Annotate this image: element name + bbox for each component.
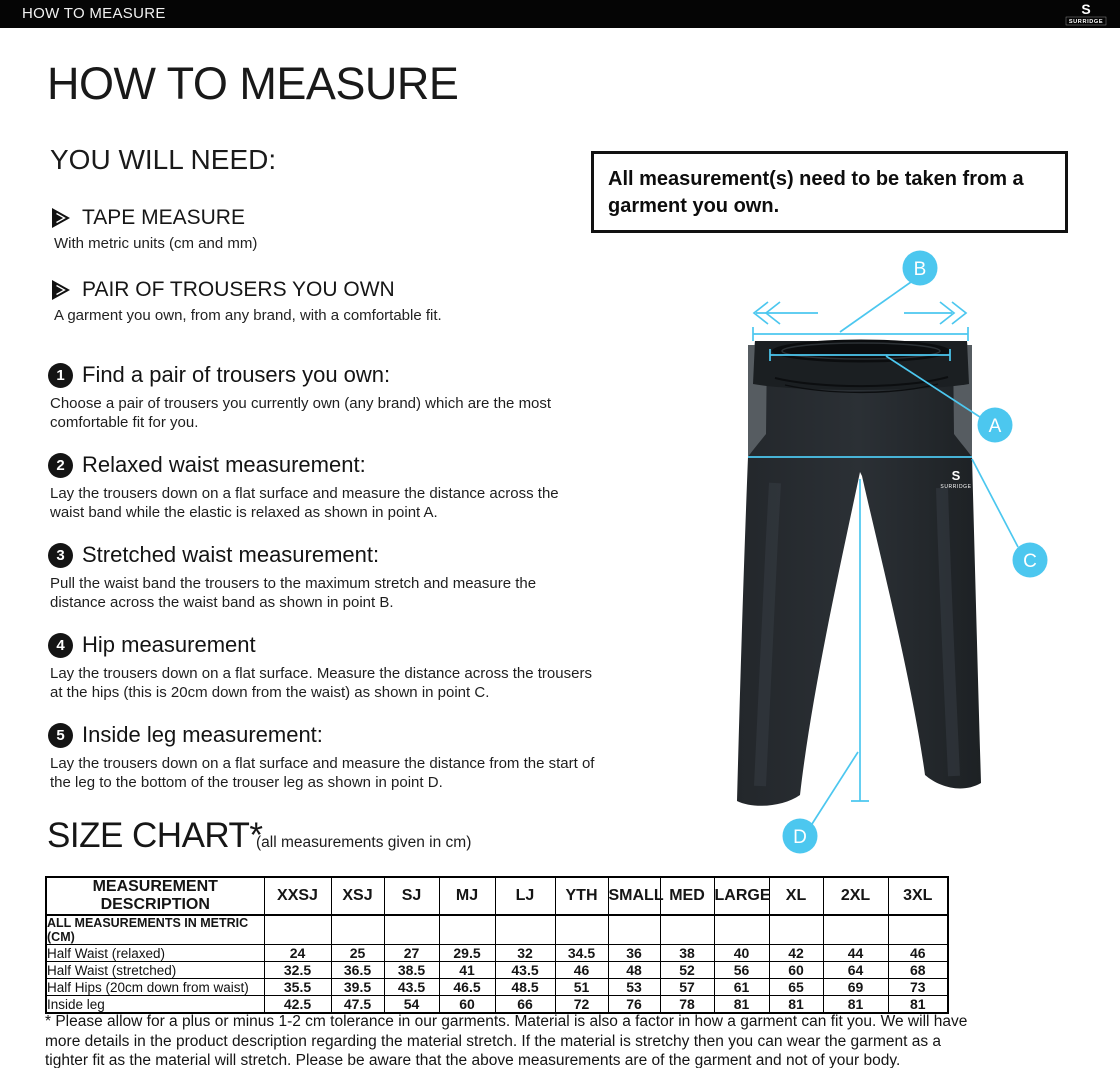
size-value: 42.5 xyxy=(264,996,331,1014)
surridge-logo-text: SURRIDGE xyxy=(1068,19,1104,25)
svg-text:D: D xyxy=(793,827,807,848)
size-value: 52 xyxy=(660,962,714,979)
size-value: 81 xyxy=(769,996,823,1014)
step-number-badge: 2 xyxy=(48,453,73,478)
size-value: 60 xyxy=(769,962,823,979)
size-value: 46 xyxy=(555,962,608,979)
measure-point-b xyxy=(903,251,938,286)
size-value: 61 xyxy=(714,979,769,996)
empty-cell xyxy=(608,915,660,945)
size-value: 42 xyxy=(769,945,823,962)
size-value: 46.5 xyxy=(439,979,495,996)
step-number-badge: 1 xyxy=(48,363,73,388)
footnote-line: tighter fit as the material will stretch. Please be aware that the above measurements are of the garment and not of your body. xyxy=(45,1052,901,1068)
measure-point-d xyxy=(783,819,818,854)
size-value: 60 xyxy=(439,996,495,1014)
size-value: 66 xyxy=(495,996,555,1014)
need-item-title: TAPE MEASURE xyxy=(82,206,245,229)
size-col-header: XL xyxy=(769,877,823,915)
size-value: 39.5 xyxy=(331,979,384,996)
size-value: 72 xyxy=(555,996,608,1014)
table-row xyxy=(46,945,948,962)
size-value: 36 xyxy=(608,945,660,962)
size-col-header: XSJ xyxy=(331,877,384,915)
size-value: 38 xyxy=(660,945,714,962)
size-value: 73 xyxy=(888,979,948,996)
size-col-header: XXSJ xyxy=(264,877,331,915)
size-col-header: 3XL xyxy=(888,877,948,915)
table-row xyxy=(46,962,948,979)
step-number-badge: 3 xyxy=(48,543,73,568)
step-3 xyxy=(48,542,608,612)
step-1 xyxy=(48,362,608,432)
table-row xyxy=(46,979,948,996)
size-value: 76 xyxy=(608,996,660,1014)
svg-text:C: C xyxy=(1023,551,1037,572)
measure-point-a xyxy=(978,408,1013,443)
step-5 xyxy=(48,722,608,792)
empty-cell xyxy=(495,915,555,945)
size-value: 51 xyxy=(555,979,608,996)
metric-note-row xyxy=(46,915,948,945)
size-value: 78 xyxy=(660,996,714,1014)
need-item-trousers xyxy=(50,278,590,324)
size-value: 43.5 xyxy=(384,979,439,996)
footnote-line: more details in the product description regarding the material stretch. If the material is stretchy then you can wear the garment as a xyxy=(45,1032,942,1050)
measurement-description-header: MEASUREMENT DESCRIPTION xyxy=(46,877,264,915)
measurement-label: Inside leg xyxy=(46,996,264,1014)
size-value: 36.5 xyxy=(331,962,384,979)
svg-text:S: S xyxy=(951,468,961,483)
size-value: 81 xyxy=(714,996,769,1014)
measure-line-d xyxy=(851,479,869,801)
empty-cell xyxy=(769,915,823,945)
size-value: 46 xyxy=(888,945,948,962)
size-col-header: MJ xyxy=(439,877,495,915)
size-value: 48.5 xyxy=(495,979,555,996)
size-value: 54 xyxy=(384,996,439,1014)
empty-cell xyxy=(714,915,769,945)
size-value: 41 xyxy=(439,962,495,979)
step-title: Find a pair of trousers you own: xyxy=(82,362,391,387)
need-item-tape-measure xyxy=(50,206,590,252)
size-chart-table-wrap xyxy=(45,876,949,1014)
metric-note-cell: ALL MEASUREMENTS IN METRIC (CM) xyxy=(46,915,264,945)
play-triangle-icon xyxy=(50,207,72,229)
size-chart-table xyxy=(45,876,949,1014)
size-col-header: MED xyxy=(660,877,714,915)
top-bar-title: HOW TO MEASURE xyxy=(22,5,166,22)
size-chart-heading: SIZE CHART* xyxy=(47,816,263,855)
page-title: HOW TO MEASURE xyxy=(47,58,459,109)
measurement-label: Half Waist (stretched) xyxy=(46,962,264,979)
play-triangle-icon xyxy=(50,279,72,301)
size-value: 44 xyxy=(823,945,888,962)
empty-cell xyxy=(331,915,384,945)
size-value: 32.5 xyxy=(264,962,331,979)
empty-cell xyxy=(823,915,888,945)
size-col-header: LARGE xyxy=(714,877,769,915)
size-value: 81 xyxy=(823,996,888,1014)
size-col-header: LJ xyxy=(495,877,555,915)
size-col-header: YTH xyxy=(555,877,608,915)
step-description: Lay the trousers down on a flat surface and measure the distance from the start of the leg to the bottom of the trouser leg as shown in point D. xyxy=(50,755,595,791)
svg-text:B: B xyxy=(913,259,927,280)
step-title: Inside leg measurement: xyxy=(82,722,323,747)
empty-cell xyxy=(888,915,948,945)
step-description: Pull the waist band the trousers to the maximum stretch and measure the distance across the waist band as shown in point B. xyxy=(50,575,537,611)
size-value: 34.5 xyxy=(555,945,608,962)
size-col-header: SJ xyxy=(384,877,439,915)
empty-cell xyxy=(660,915,714,945)
size-value: 65 xyxy=(769,979,823,996)
need-item-desc: With metric units (cm and mm) xyxy=(54,235,258,252)
step-number-badge: 5 xyxy=(48,723,73,748)
measurement-note-box: All measurement(s) need to be taken from a garment you own. xyxy=(591,151,1068,233)
tolerance-footnote xyxy=(45,1012,1090,1068)
size-value: 27 xyxy=(384,945,439,962)
trousers-image xyxy=(737,340,981,806)
size-value: 40 xyxy=(714,945,769,962)
table-row xyxy=(46,996,948,1014)
measure-point-c xyxy=(1013,543,1048,578)
trousers-measurement-diagram xyxy=(690,238,1090,878)
size-value: 68 xyxy=(888,962,948,979)
size-value: 25 xyxy=(331,945,384,962)
step-title: Relaxed waist measurement: xyxy=(82,452,366,477)
svg-text:A: A xyxy=(988,416,1002,437)
step-description: Lay the trousers down on a flat surface. Measure the distance across the trousers at the hips (this is 20cm down from the waist) as shown in point C. xyxy=(50,665,592,701)
surridge-logo-icon xyxy=(1060,1,1112,27)
size-value: 48 xyxy=(608,962,660,979)
size-value: 53 xyxy=(608,979,660,996)
you-will-need-heading: YOU WILL NEED: xyxy=(50,144,277,175)
empty-cell xyxy=(384,915,439,945)
empty-cell xyxy=(439,915,495,945)
svg-text:S: S xyxy=(1081,1,1091,17)
size-col-header: SMALL xyxy=(608,877,660,915)
size-value: 69 xyxy=(823,979,888,996)
step-number-badge: 4 xyxy=(48,633,73,658)
size-value: 43.5 xyxy=(495,962,555,979)
footnote-line: * Please allow for a plus or minus 1-2 cm tolerance in our garments. Material is also a factor in how a garment can fit you. We will have xyxy=(45,1013,968,1030)
step-description: Choose a pair of trousers you currently own (any brand) which are the most comfortable fit for you. xyxy=(50,395,552,431)
need-item-title: PAIR OF TROUSERS YOU OWN xyxy=(82,278,395,301)
top-bar xyxy=(0,0,1120,28)
empty-cell xyxy=(264,915,331,945)
size-value: 56 xyxy=(714,962,769,979)
empty-cell xyxy=(555,915,608,945)
step-title: Stretched waist measurement: xyxy=(82,542,380,567)
size-value: 64 xyxy=(823,962,888,979)
size-value: 24 xyxy=(264,945,331,962)
garment-logo-text: SURRIDGE xyxy=(940,484,972,490)
measurement-label: Half Waist (relaxed) xyxy=(46,945,264,962)
step-title: Hip measurement xyxy=(82,632,256,657)
measure-line-b xyxy=(753,327,968,341)
step-2 xyxy=(48,452,608,522)
size-value: 81 xyxy=(888,996,948,1014)
step-4 xyxy=(48,632,608,702)
size-value: 35.5 xyxy=(264,979,331,996)
size-chart-subheading: (all measurements given in cm) xyxy=(256,834,472,851)
step-description: Lay the trousers down on a flat surface and measure the distance across the waist band while the elastic is relaxed as shown in point A. xyxy=(50,485,559,521)
size-col-header: 2XL xyxy=(823,877,888,915)
need-item-desc: A garment you own, from any brand, with a comfortable fit. xyxy=(54,307,442,324)
size-value: 57 xyxy=(660,979,714,996)
size-value: 32 xyxy=(495,945,555,962)
measurement-label: Half Hips (20cm down from waist) xyxy=(46,979,264,996)
size-value: 47.5 xyxy=(331,996,384,1014)
size-value: 38.5 xyxy=(384,962,439,979)
size-value: 29.5 xyxy=(439,945,495,962)
